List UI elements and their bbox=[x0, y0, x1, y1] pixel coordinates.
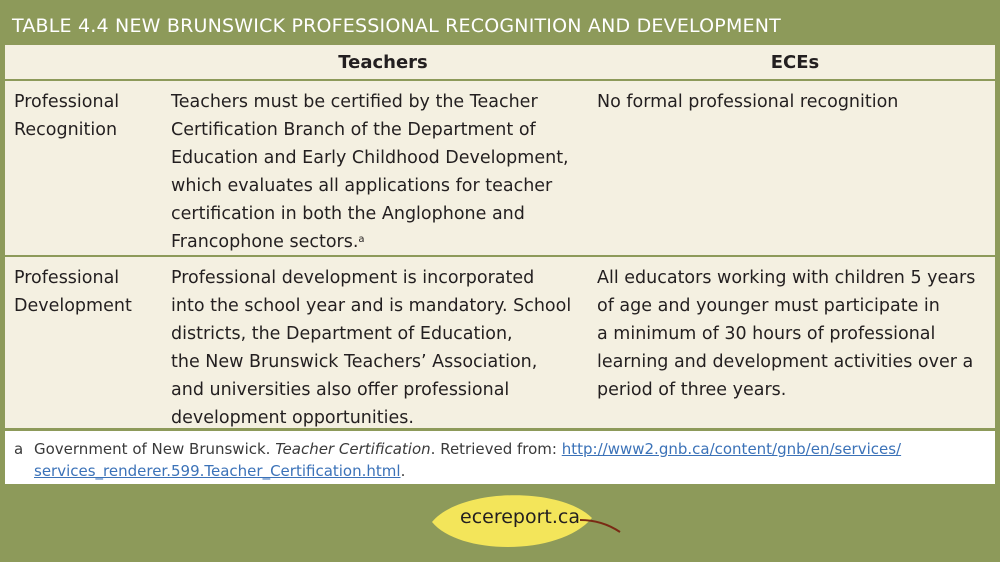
footnote-end: . bbox=[400, 462, 406, 480]
cell-line-text: Francophone sectors. bbox=[171, 232, 359, 252]
column-header-teachers: Teachers bbox=[338, 52, 428, 73]
footnote-text bbox=[34, 438, 989, 482]
cell-eces-development bbox=[597, 264, 989, 404]
footnote-retrieved: . Retrieved from: bbox=[430, 440, 562, 458]
footnote-letter: a bbox=[14, 440, 24, 458]
cell-line: which evaluates all applications for teacher bbox=[171, 176, 553, 196]
cell-teachers-development bbox=[171, 264, 591, 432]
cell-line: period of three years. bbox=[597, 380, 787, 400]
cell-line: learning and development activities over a bbox=[597, 352, 974, 372]
cell-line: Professional development is incorporated bbox=[171, 268, 535, 288]
row-label-line: Professional bbox=[14, 268, 120, 288]
cell-line: districts, the Department of Education, bbox=[171, 324, 513, 344]
cell-line: certification in both the Anglophone and bbox=[171, 204, 525, 224]
column-header-eces: ECEs bbox=[770, 52, 820, 73]
cell-line: No formal professional recognition bbox=[597, 92, 899, 112]
cell-line: of age and younger must participate in bbox=[597, 296, 940, 316]
cell-line: and universities also offer professional bbox=[171, 380, 510, 400]
data-table bbox=[5, 45, 995, 428]
footnote-marker[interactable]: a bbox=[358, 234, 365, 245]
table-row bbox=[5, 81, 995, 257]
row-label-line: Recognition bbox=[14, 120, 118, 140]
cell-line: development opportunities. bbox=[171, 408, 414, 428]
table-row bbox=[5, 257, 995, 428]
table-title: TABLE 4.4 NEW BRUNSWICK PROFESSIONAL RECOGNITION AND DEVELOPMENT bbox=[12, 15, 781, 37]
cell-line: Certification Branch of the Department of bbox=[171, 120, 536, 140]
footnote-line bbox=[34, 460, 989, 482]
brand-text: ecereport.ca bbox=[460, 506, 580, 528]
row-label-development bbox=[14, 264, 164, 320]
cell-teachers-recognition bbox=[171, 88, 591, 256]
cell-line: a minimum of 30 hours of professional bbox=[597, 324, 936, 344]
row-label-line: Professional bbox=[14, 92, 120, 112]
table-header-row bbox=[5, 45, 995, 81]
footnote-url-link[interactable]: services_renderer.599.Teacher_Certification.html bbox=[34, 462, 401, 480]
cell-line: into the school year and is mandatory. School bbox=[171, 296, 572, 316]
cell-line: Teachers must be certified by the Teacher bbox=[171, 92, 538, 112]
footnote bbox=[5, 431, 995, 484]
cell-line: All educators working with children 5 years bbox=[597, 268, 976, 288]
brand-logo[interactable] bbox=[430, 492, 625, 556]
cell-line: Education and Early Childhood Development, bbox=[171, 148, 569, 168]
cell-eces-recognition bbox=[597, 88, 989, 116]
row-label-recognition bbox=[14, 88, 164, 144]
row-label-line: Development bbox=[14, 296, 132, 316]
cell-line bbox=[171, 228, 591, 256]
footnote-source: Government of New Brunswick. bbox=[34, 440, 276, 458]
footnote-url-link[interactable]: http://www2.gnb.ca/content/gnb/en/services/ bbox=[561, 440, 902, 458]
cell-line: the New Brunswick Teachers’ Association, bbox=[171, 352, 538, 372]
footnote-source-title: Teacher Certification bbox=[275, 440, 431, 458]
footnote-line bbox=[34, 438, 989, 460]
